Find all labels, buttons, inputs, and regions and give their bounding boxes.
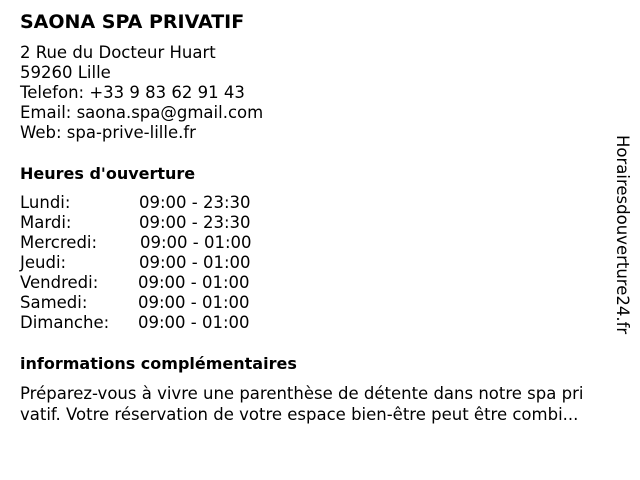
description-line: Préparez-vous à vivre une parenthèse de détente dans notre spa pri [20, 384, 584, 403]
day-label: Mercredi: [20, 233, 98, 252]
phone-number: Telefon: +33 9 83 62 91 43 [20, 83, 245, 102]
description-line: vatif. Votre réservation de votre espace bien-être peut être combi... [20, 405, 579, 424]
day-label: Dimanche: [20, 313, 110, 332]
additional-info-text [20, 383, 620, 425]
day-label: Samedi: [20, 293, 88, 312]
address-street: 2 Rue du Docteur Huart [20, 43, 216, 62]
website: Web: spa-prive-lille.fr [20, 123, 196, 142]
day-label: Mardi: [20, 213, 72, 232]
additional-info-heading: informations complémentaires [20, 354, 297, 373]
day-label: Lundi: [20, 193, 71, 212]
time-range: 09:00 - 23:30 [139, 213, 251, 232]
site-watermark: Horairesdouverture24.fr [613, 135, 632, 335]
time-range: 09:00 - 01:00 [138, 313, 250, 332]
day-label: Vendredi: [20, 273, 99, 292]
time-range: 09:00 - 23:30 [139, 193, 251, 212]
time-range: 09:00 - 01:00 [140, 233, 252, 252]
opening-hours-heading: Heures d'ouverture [20, 164, 196, 183]
time-range: 09:00 - 01:00 [138, 273, 250, 292]
day-label: Jeudi: [20, 253, 67, 272]
email-address: Email: saona.spa@gmail.com [20, 103, 264, 122]
business-name: SAONA SPA PRIVATIF [20, 11, 245, 33]
contact-block [20, 43, 263, 143]
address-city: 59260 Lille [20, 63, 111, 82]
time-range: 09:00 - 01:00 [138, 293, 250, 312]
time-range: 09:00 - 01:00 [139, 253, 251, 272]
